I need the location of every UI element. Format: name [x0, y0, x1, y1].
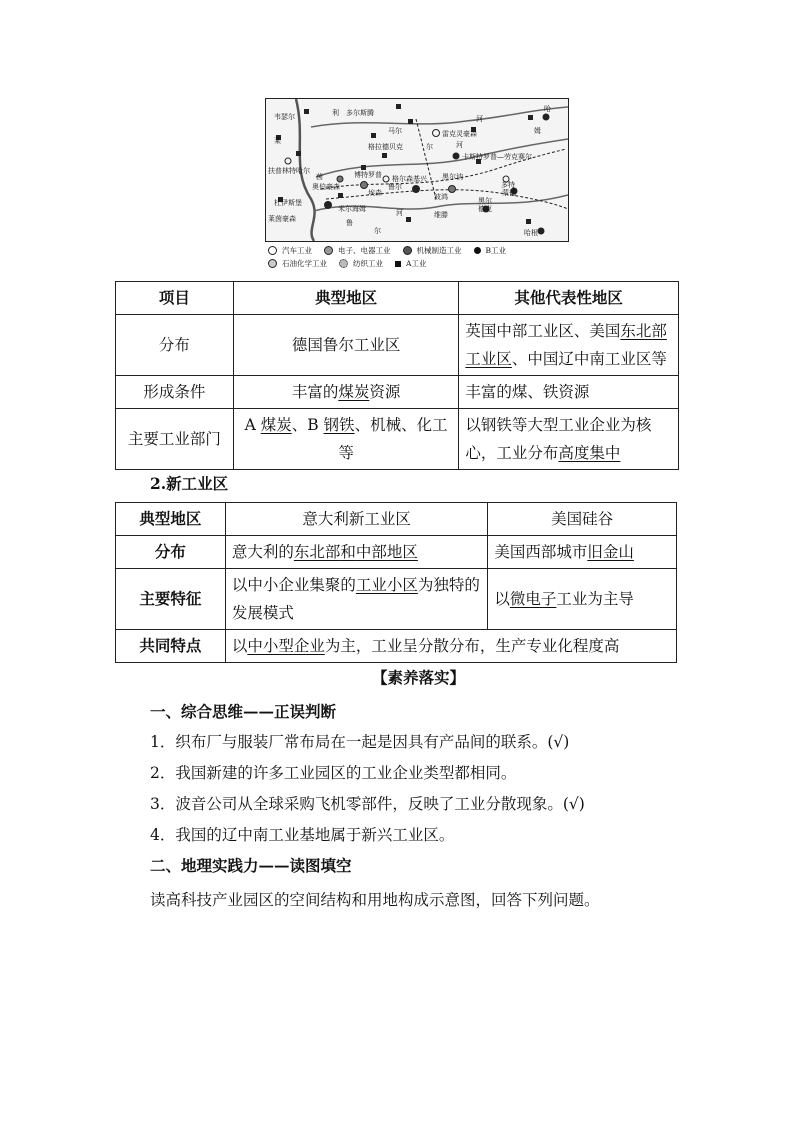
- map-label: 米尔海姆: [338, 205, 366, 213]
- part2-heading: 二、地理实践力——读图填空: [150, 856, 352, 875]
- table-cell: 以中小企业集聚的工业小区为独特的发展模式: [225, 569, 488, 630]
- section-heading: 2.新工业区: [150, 474, 229, 493]
- legend-label: 电子、电器工业: [338, 246, 391, 255]
- map-label: 波鸿: [434, 193, 448, 201]
- map-label: 河: [456, 141, 463, 149]
- map-label: 莱茵豪森: [268, 215, 296, 223]
- map-label: 奥伯豪森: [312, 183, 340, 191]
- row-label: 共同特点: [116, 630, 226, 663]
- legend-label: B工业: [485, 246, 507, 255]
- table-cell: 以钢铁等大型工业企业为核心，工业分布高度集中: [459, 409, 679, 470]
- table-cell: 美国西部城市旧金山: [488, 536, 677, 569]
- table-row: [116, 315, 679, 376]
- table-row: [116, 376, 679, 409]
- circle-dark-icon: [403, 246, 412, 255]
- new-industry-table: [115, 502, 677, 663]
- map-label: 尔: [426, 143, 433, 151]
- map-label: 德克: [478, 205, 492, 213]
- table-header: 典型地区: [233, 282, 459, 315]
- table-cell: A 煤炭、B 钢铁、机械、化工等: [233, 409, 459, 470]
- table-header: 意大利新工业区: [225, 503, 488, 536]
- map-label: 维滕: [434, 211, 448, 219]
- legend-label: 汽车工业: [282, 246, 312, 255]
- map-label: 黑尔讷: [442, 173, 463, 181]
- table-header-row: [116, 503, 677, 536]
- map-label: 尔: [374, 227, 381, 235]
- question-paragraph: 读高科技产业园区的空间结构和用地构成示意图，回答下列问题。: [150, 891, 600, 909]
- legend-label: A工业: [406, 259, 427, 268]
- legend-label: 机械制造工业: [416, 246, 462, 255]
- table-row: [116, 569, 677, 630]
- map-label: 鲁: [346, 219, 353, 227]
- table-row: [116, 409, 679, 470]
- legend-label: 石油化学工业: [282, 259, 327, 268]
- circle-filled-icon: [474, 247, 481, 254]
- map-label: 茵: [316, 173, 323, 181]
- part1-heading: 一、综合思维——正误判断: [150, 702, 337, 721]
- map-label: 莱: [274, 137, 281, 145]
- table-row: [116, 536, 677, 569]
- table-cell: 丰富的煤、铁资源: [459, 376, 679, 409]
- row-label: 分布: [116, 315, 234, 376]
- map-label: 格拉德贝克: [368, 143, 403, 151]
- map-label: 姆: [534, 127, 541, 135]
- table-header: 项目: [116, 282, 234, 315]
- list-item: 4．我国的辽中南工业基地属于新兴工业区。: [150, 826, 455, 844]
- map-legend: [268, 244, 578, 270]
- map-label: 雷克灵豪森: [442, 130, 477, 138]
- table-cell: 以中小型企业为主，工业呈分散分布，生产专业化程度高: [225, 630, 676, 663]
- table-header-row: [116, 282, 679, 315]
- table-cell: 丰富的煤炭资源: [233, 376, 459, 409]
- table-header: 典型地区: [116, 503, 226, 536]
- legend-label: 纺织工业: [353, 259, 383, 268]
- map-label: 多特: [501, 181, 515, 189]
- table-row: [116, 630, 677, 663]
- map-label: 鲁尔: [388, 183, 402, 191]
- map-label: 黑尔: [478, 197, 492, 205]
- table-cell: 意大利的东北部和中部地区: [225, 536, 488, 569]
- literacy-heading: 【素养落实】: [372, 668, 466, 687]
- ruhr-industrial-map: [265, 98, 569, 242]
- map-label: 马尔: [388, 127, 402, 135]
- map-label: 卡斯特罗普—劳克赛尔: [462, 153, 532, 161]
- map-label: 杜伊斯堡: [274, 199, 302, 207]
- map-label: 扶普林特哈尔: [268, 167, 310, 175]
- table-cell: 德国鲁尔工业区: [233, 315, 459, 376]
- map-label: 河: [396, 209, 403, 217]
- circle-open-icon: [268, 246, 277, 255]
- map-label: 哈根: [524, 229, 538, 237]
- circle-dotted-icon: [339, 259, 348, 268]
- list-item: 3．波音公司从全球采购飞机零部件，反映了工业分散现象。(√): [150, 795, 585, 813]
- map-label: 埃森: [368, 189, 382, 197]
- table-header: 美国硅谷: [488, 503, 677, 536]
- map-label: 哈: [544, 105, 551, 113]
- traditional-industry-table: [115, 281, 679, 470]
- map-label: 格尔森基兴: [392, 175, 427, 183]
- map-label: 河: [476, 115, 483, 123]
- row-label: 分布: [116, 536, 226, 569]
- circle-gray-icon: [324, 246, 333, 255]
- square-filled-icon: [395, 261, 401, 267]
- row-label: 主要工业部门: [116, 409, 234, 470]
- row-label: 主要特征: [116, 569, 226, 630]
- map-label: 蒙德: [502, 189, 516, 197]
- map-label: 韦瑟尔: [274, 113, 295, 121]
- map-label: 利: [332, 109, 339, 117]
- table-cell: 以微电子工业为主导: [488, 569, 677, 630]
- circle-light-icon: [268, 259, 277, 268]
- list-item: 1．织布厂与服装厂常布局在一起是因具有产品间的联系。(√): [150, 733, 570, 751]
- table-header: 其他代表性地区: [459, 282, 679, 315]
- map-label: 博特罗普: [354, 171, 382, 179]
- map-label: 多尔斯腾: [346, 109, 374, 117]
- list-item: 2．我国新建的许多工业园区的工业企业类型都相同。: [150, 764, 517, 782]
- row-label: 形成条件: [116, 376, 234, 409]
- table-cell: 英国中部工业区、美国东北部工业区、中国辽中南工业区等: [459, 315, 679, 376]
